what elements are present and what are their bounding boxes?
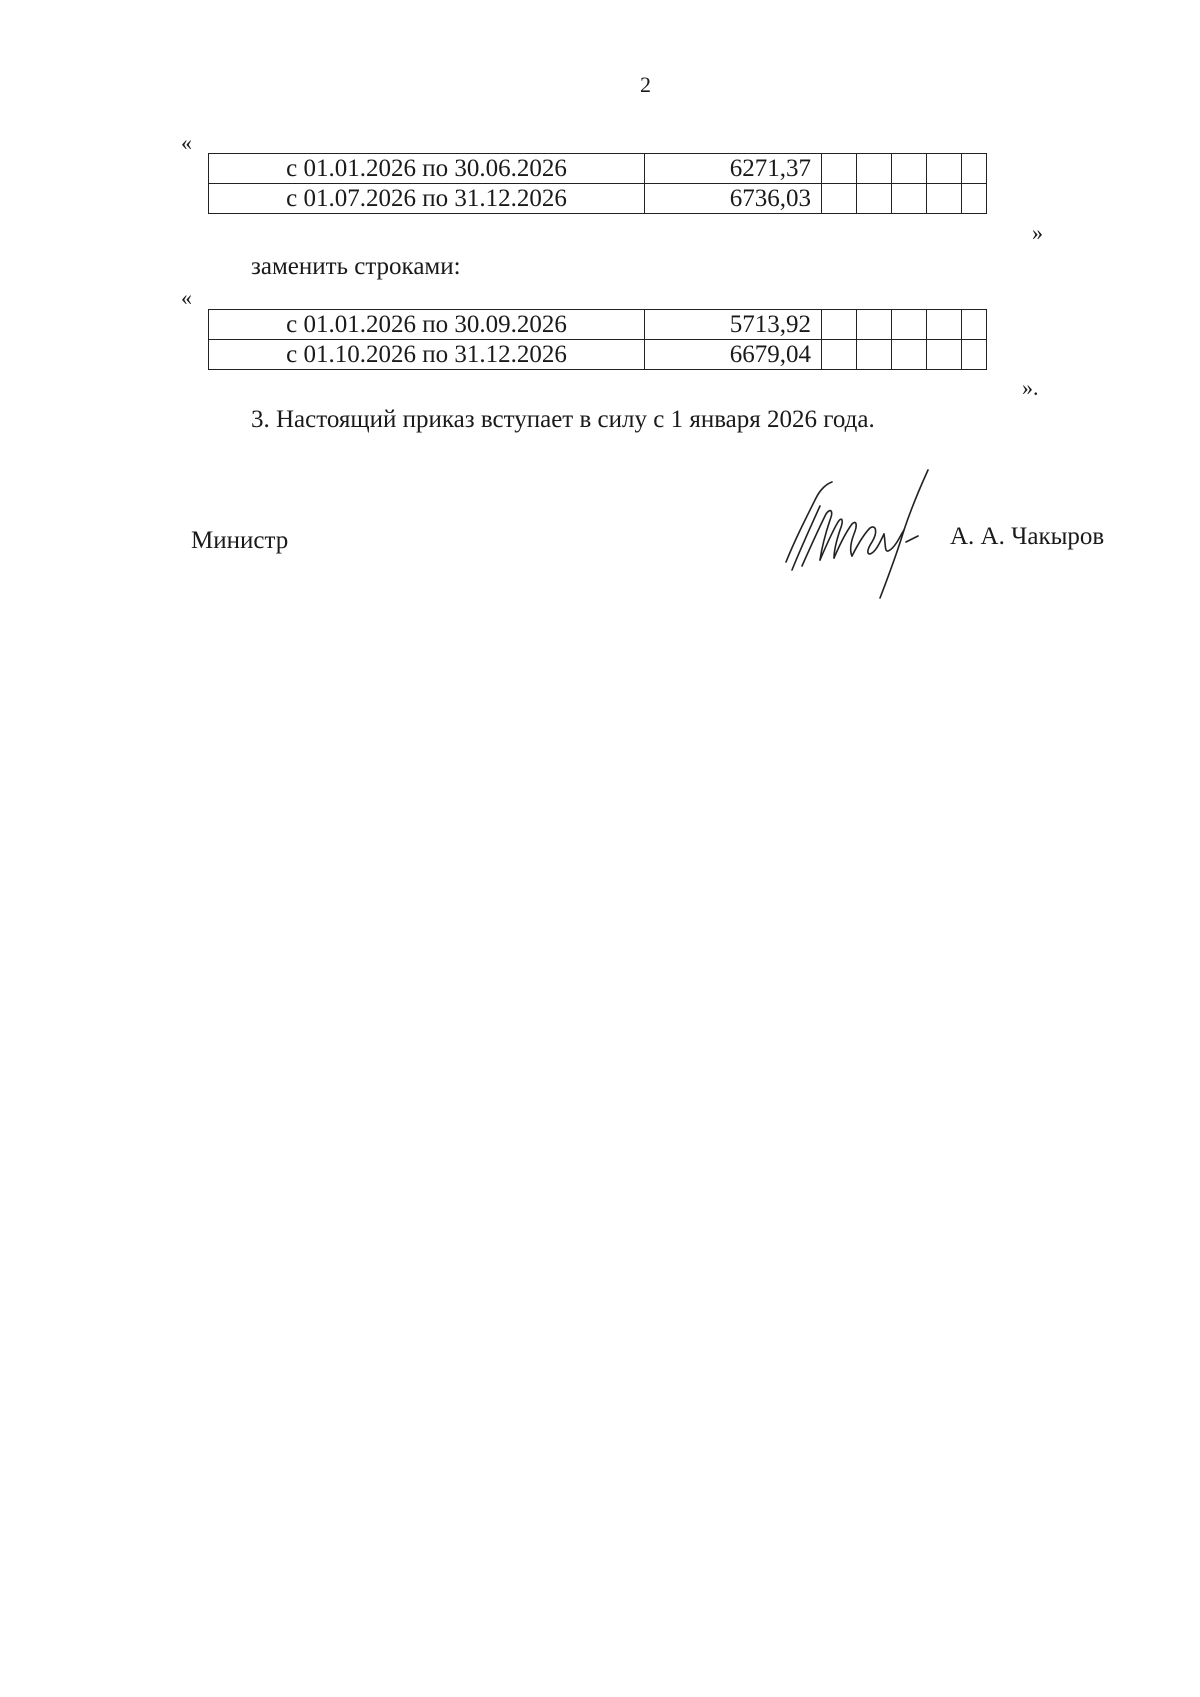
value-cell: 6271,37 [645, 154, 822, 184]
empty-cell [962, 310, 987, 340]
empty-cell [822, 154, 857, 184]
empty-cell [927, 310, 962, 340]
empty-cell [892, 340, 927, 370]
empty-cell [822, 184, 857, 214]
period-cell: с 01.10.2026 по 31.12.2026 [209, 340, 645, 370]
empty-cell [962, 184, 987, 214]
open-quote-old: « [181, 130, 192, 155]
empty-cell [822, 340, 857, 370]
empty-cell [927, 184, 962, 214]
close-quote-new: ». [1022, 375, 1039, 400]
empty-cell [857, 154, 892, 184]
table-row [209, 154, 987, 184]
clause-3: 3. Настоящий приказ вступает в силу с 1 января 2026 года. [251, 406, 875, 433]
table-row [209, 340, 987, 370]
table-row [209, 310, 987, 340]
value-cell: 5713,92 [645, 310, 822, 340]
empty-cell [962, 340, 987, 370]
old-rates-table [208, 153, 987, 214]
empty-cell [892, 154, 927, 184]
empty-cell [892, 184, 927, 214]
empty-cell [962, 154, 987, 184]
empty-cell [927, 154, 962, 184]
replace-text: заменить строками: [251, 253, 461, 280]
new-rates-table [208, 309, 987, 370]
table-row [209, 184, 987, 214]
handwritten-signature [780, 462, 940, 602]
period-cell: с 01.01.2026 по 30.06.2026 [209, 154, 645, 184]
empty-cell [927, 340, 962, 370]
empty-cell [857, 184, 892, 214]
close-quote-old: » [1032, 220, 1043, 245]
empty-cell [857, 310, 892, 340]
value-cell: 6679,04 [645, 340, 822, 370]
period-cell: с 01.01.2026 по 30.09.2026 [209, 310, 645, 340]
signatory-name: А. А. Чакыров [950, 523, 1105, 550]
signatory-title: Министр [191, 527, 289, 554]
value-cell: 6736,03 [645, 184, 822, 214]
empty-cell [892, 310, 927, 340]
empty-cell [822, 310, 857, 340]
page-number: 2 [640, 72, 651, 97]
open-quote-new: « [181, 285, 192, 310]
period-cell: с 01.07.2026 по 31.12.2026 [209, 184, 645, 214]
empty-cell [857, 340, 892, 370]
